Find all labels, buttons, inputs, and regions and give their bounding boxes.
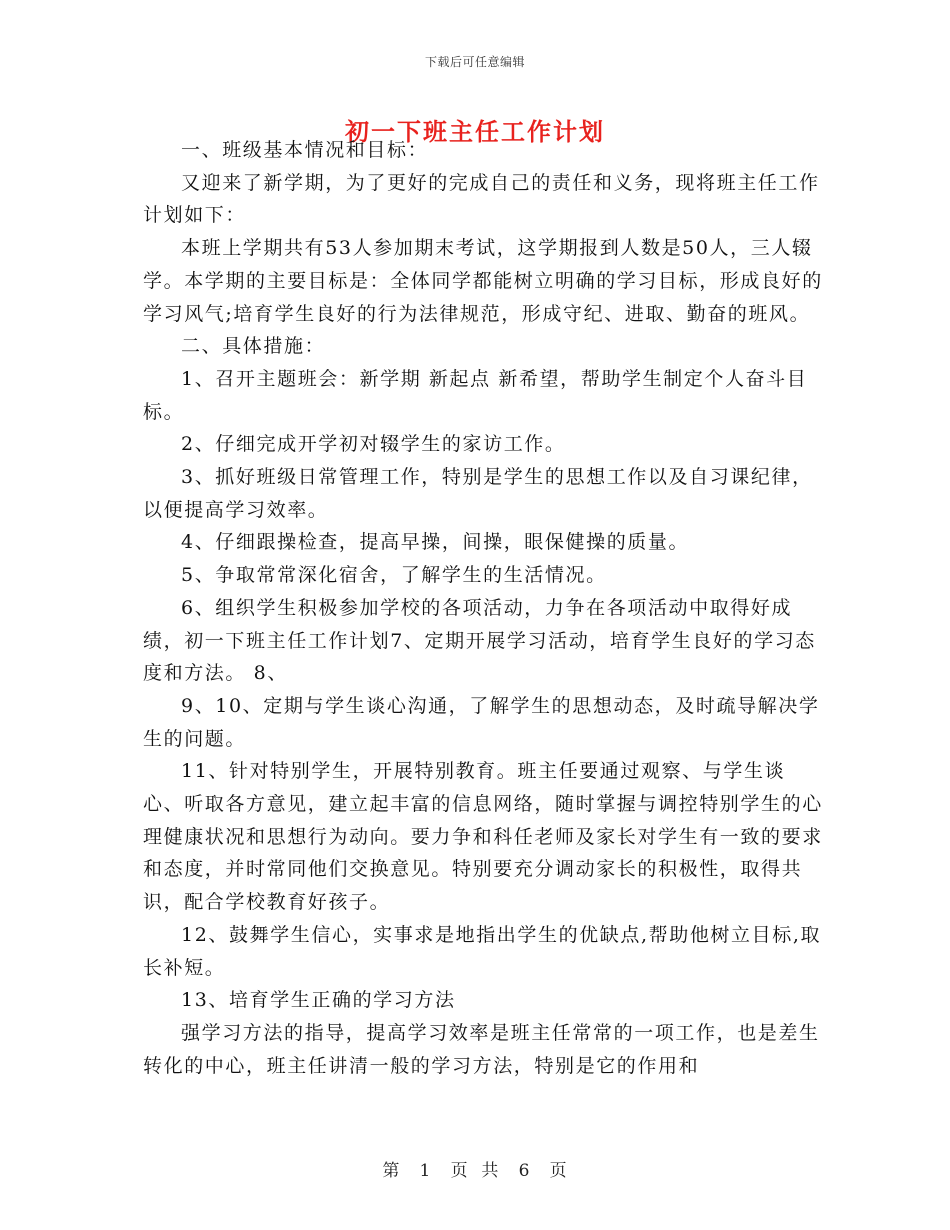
footer-prefix: 第 bbox=[382, 1161, 401, 1181]
measure-item: 6、组织学生积极参加学校的各项活动，力争在各项活动中取得好成绩，初一下班主任工作计划7、定期开展学习活动，培育学生良好的学习态度和方法。 8、 bbox=[143, 596, 816, 685]
paragraph-study-method: 强学习方法的指导，提高学习效率是班主任常常的一项工作，也是差生转化的中心，班主任讲清一般的学习方法，特别是它的作用和 bbox=[143, 1021, 820, 1077]
measure-item: 2、仔细完成开学初对辍学生的家访工作。 bbox=[181, 433, 566, 456]
page-header-note: 下载后可任意编辑 bbox=[424, 55, 525, 69]
measure-item: 11、针对特别学生，开展特别教育。班主任要通过观察、与学生谈心、听取各方意见，建立起丰富的信息网络，随时掌握与调控特别学生的心理健康状况和思想行为动向。要力争和科任老师及家长对学生有一致的要求和态度，并时常同他们交换意见。特别要充分调动家长的积极性，取得共识，配合学校教育好孩子。 bbox=[143, 760, 823, 914]
footer-suffix: 页 bbox=[549, 1161, 568, 1181]
paragraph-class-status: 本班上学期共有53人参加期末考试，这学期报到人数是50人，三人辍学。本学期的主要目标是：全体同学都能树立明确的学习目标，形成良好的学习风气;培育学生良好的行为法律规范，形成守纪、进取、勤奋的班风。 bbox=[143, 237, 823, 325]
measure-item: 5、争取常常深化宿舍，了解学生的生活情况。 bbox=[181, 564, 607, 587]
measure-item: 3、抓好班级日常管理工作，特别是学生的思想工作以及自习课纪律，以便提高学习效率。 bbox=[143, 466, 813, 521]
page-footer bbox=[0, 1156, 950, 1181]
footer-page-number: 1 bbox=[419, 1161, 432, 1181]
measure-item: 9、10、定期与学生谈心沟通，了解学生的思想动态，及时疏导解决学生的问题。 bbox=[143, 694, 820, 750]
document-body bbox=[143, 134, 823, 1082]
measure-item: 4、仔细跟操检查，提高早操，间操，眼保健操的质量。 bbox=[181, 531, 690, 554]
document-title: 初一下班主任工作计划 bbox=[345, 117, 605, 146]
footer-total-pages: 6 bbox=[518, 1161, 531, 1181]
section-heading-2: 二、具体措施： bbox=[181, 335, 326, 358]
measure-item: 13、培育学生正确的学习方法 bbox=[181, 989, 456, 1012]
footer-middle: 页 共 bbox=[450, 1161, 500, 1181]
measure-item: 12、鼓舞学生信心，实事求是地指出学生的优缺点,帮助他树立目标,取长补短。 bbox=[143, 923, 822, 979]
paragraph-intro: 又迎来了新学期，为了更好的完成自己的责任和义务，现将班主任工作计划如下： bbox=[143, 171, 820, 227]
section-heading-1: 一、班级基本情况和目标： bbox=[181, 139, 429, 161]
measure-item: 1、召开主题班会：新学期 新起点 新希望，帮助学生制定个人奋斗目标。 bbox=[143, 367, 808, 423]
